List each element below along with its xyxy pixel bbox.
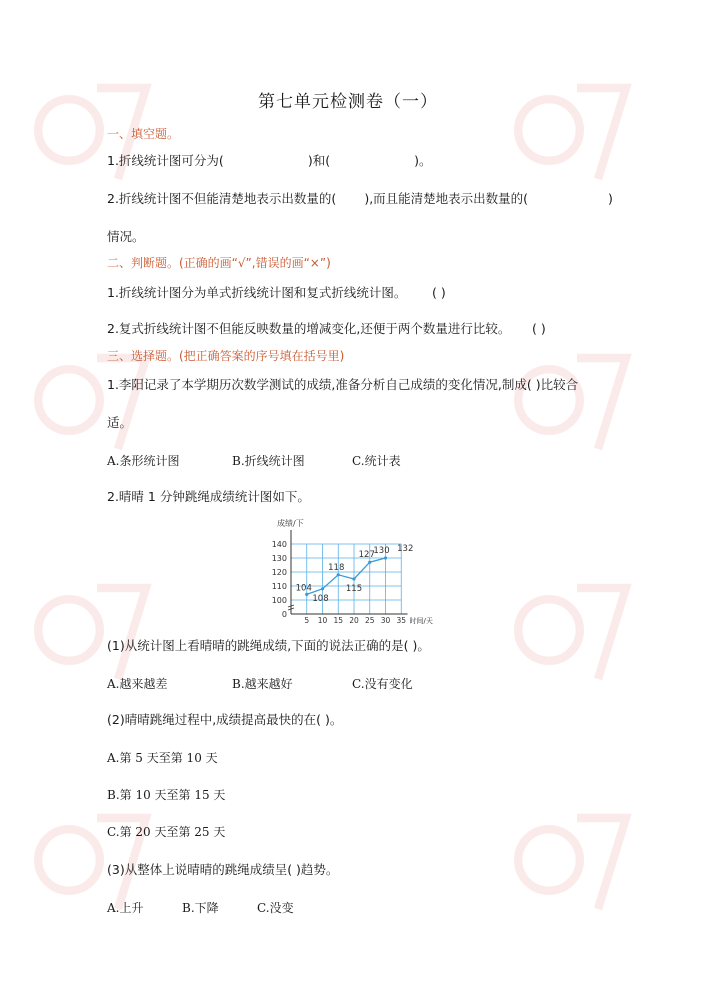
section-heading-fill: 一、填空题。	[107, 127, 180, 141]
chart-x-axis-title: 时间/天	[409, 617, 433, 625]
page-title: 第七单元检测卷（一）	[258, 92, 438, 112]
chart-y-tick-label: 120	[271, 568, 287, 577]
chart-data-label: 118	[328, 562, 345, 573]
choice-sub-question-2: (2)晴晴跳绳过程中,成绩提高最快的在( )。	[107, 712, 343, 727]
jump-rope-line-chart	[258, 514, 433, 626]
chart-x-tick-label: 5	[304, 616, 310, 625]
fill-question-2-cont: 情况。	[107, 229, 145, 244]
fill-q1-part-c: )。	[414, 153, 432, 168]
choice-sub2-option-b: B.第 10 天至第 15 天	[107, 788, 226, 802]
judge-question-2: 2.复式折线统计图不但能反映数量的增减变化,还便于两个数量进行比较。	[107, 321, 511, 336]
choice-sub1-option-c: C.没有变化	[352, 677, 413, 691]
chart-y-axis-title: 成绩/下	[277, 519, 304, 528]
chart-x-tick-label: 30	[380, 616, 391, 625]
choice-sub1-option-b: B.越来越好	[232, 677, 293, 691]
choice-sub1-option-a: A.越来越差	[107, 677, 168, 691]
chart-x-tick-label: 25	[364, 616, 375, 625]
chart-y-tick-label: 100	[271, 596, 287, 605]
judge-question-1: 1.折线统计图分为单式折线统计图和复式折线统计图。	[107, 285, 407, 300]
choice-question-1-cont: 适。	[107, 415, 133, 430]
chart-data-label: 130	[373, 546, 390, 556]
fill-q2-part-c: )	[608, 191, 613, 206]
watermark-logo	[500, 60, 640, 200]
fill-q1-part-b: )和(	[307, 153, 331, 168]
section-heading-choice: 三、选择题。(把正确答案的序号填在括号里)	[107, 349, 345, 363]
chart-data-point	[352, 577, 355, 580]
watermark-logo	[500, 790, 640, 930]
chart-data-point	[321, 587, 324, 590]
chart-data-point	[384, 556, 387, 559]
judge-answer-paren-2: ( )	[532, 321, 546, 336]
chart-x-tick-label: 20	[349, 616, 359, 625]
chart-data-point	[337, 573, 340, 576]
choice-sub3-option-c: C.没变	[257, 901, 294, 915]
fill-q1-part-a: 1.折线统计图可分为(	[107, 153, 224, 168]
choice-sub-question-1: (1)从统计图上看晴晴的跳绳成绩,下面的说法正确的是( )。	[107, 638, 430, 653]
watermark-logo	[500, 330, 640, 470]
fill-q2-part-a: 2.折线统计图不但能清楚地表示出数量的(	[107, 191, 337, 206]
section-heading-judge: 二、判断题。(正确的画“√”,错误的画“×”)	[107, 256, 331, 270]
chart-data-label: 132	[397, 544, 414, 555]
fill-question-2	[107, 191, 613, 207]
choice-sub2-option-c: C.第 20 天至第 25 天	[107, 825, 226, 839]
chart-y-tick-label: 0	[281, 610, 287, 619]
choice-q1-option-b: B.折线统计图	[232, 454, 305, 468]
choice-question-1: 1.李阳记录了本学期历次数学测试的成绩,准备分析自己成绩的变化情况,制成( )比较合	[107, 377, 579, 392]
chart-y-tick-label: 130	[271, 554, 287, 563]
chart-x-tick-label: 15	[333, 616, 344, 625]
choice-question-2: 2.晴晴 1 分钟跳绳成绩统计图如下。	[107, 489, 310, 504]
chart-data-label: 127	[358, 550, 375, 561]
choice-sub3-option-a: A.上升	[107, 901, 144, 915]
choice-q1-option-c: C.统计表	[352, 454, 401, 468]
chart-y-tick-label: 110	[271, 582, 287, 591]
chart-data-point	[368, 561, 371, 564]
chart-data-label: 115	[345, 584, 363, 594]
chart-data-label: 104	[295, 583, 312, 594]
chart-data-label: 108	[312, 593, 329, 604]
chart-x-tick-label: 35	[396, 616, 407, 625]
choice-sub3-option-b: B.下降	[182, 901, 219, 915]
fill-q2-part-b: ),而且能清楚地表示出数量的(	[364, 191, 529, 206]
choice-sub-question-3: (3)从整体上说晴晴的跳绳成绩呈( )趋势。	[107, 862, 339, 877]
choice-q1-option-a: A.条形统计图	[107, 454, 180, 468]
watermark-logo	[500, 560, 640, 700]
fill-question-1	[107, 153, 431, 169]
judge-answer-paren-1: ( )	[432, 285, 446, 300]
choice-sub2-option-a: A.第 5 天至第 10 天	[107, 751, 218, 765]
chart-y-tick-label: 140	[271, 540, 287, 549]
chart-x-tick-label: 10	[317, 616, 328, 625]
